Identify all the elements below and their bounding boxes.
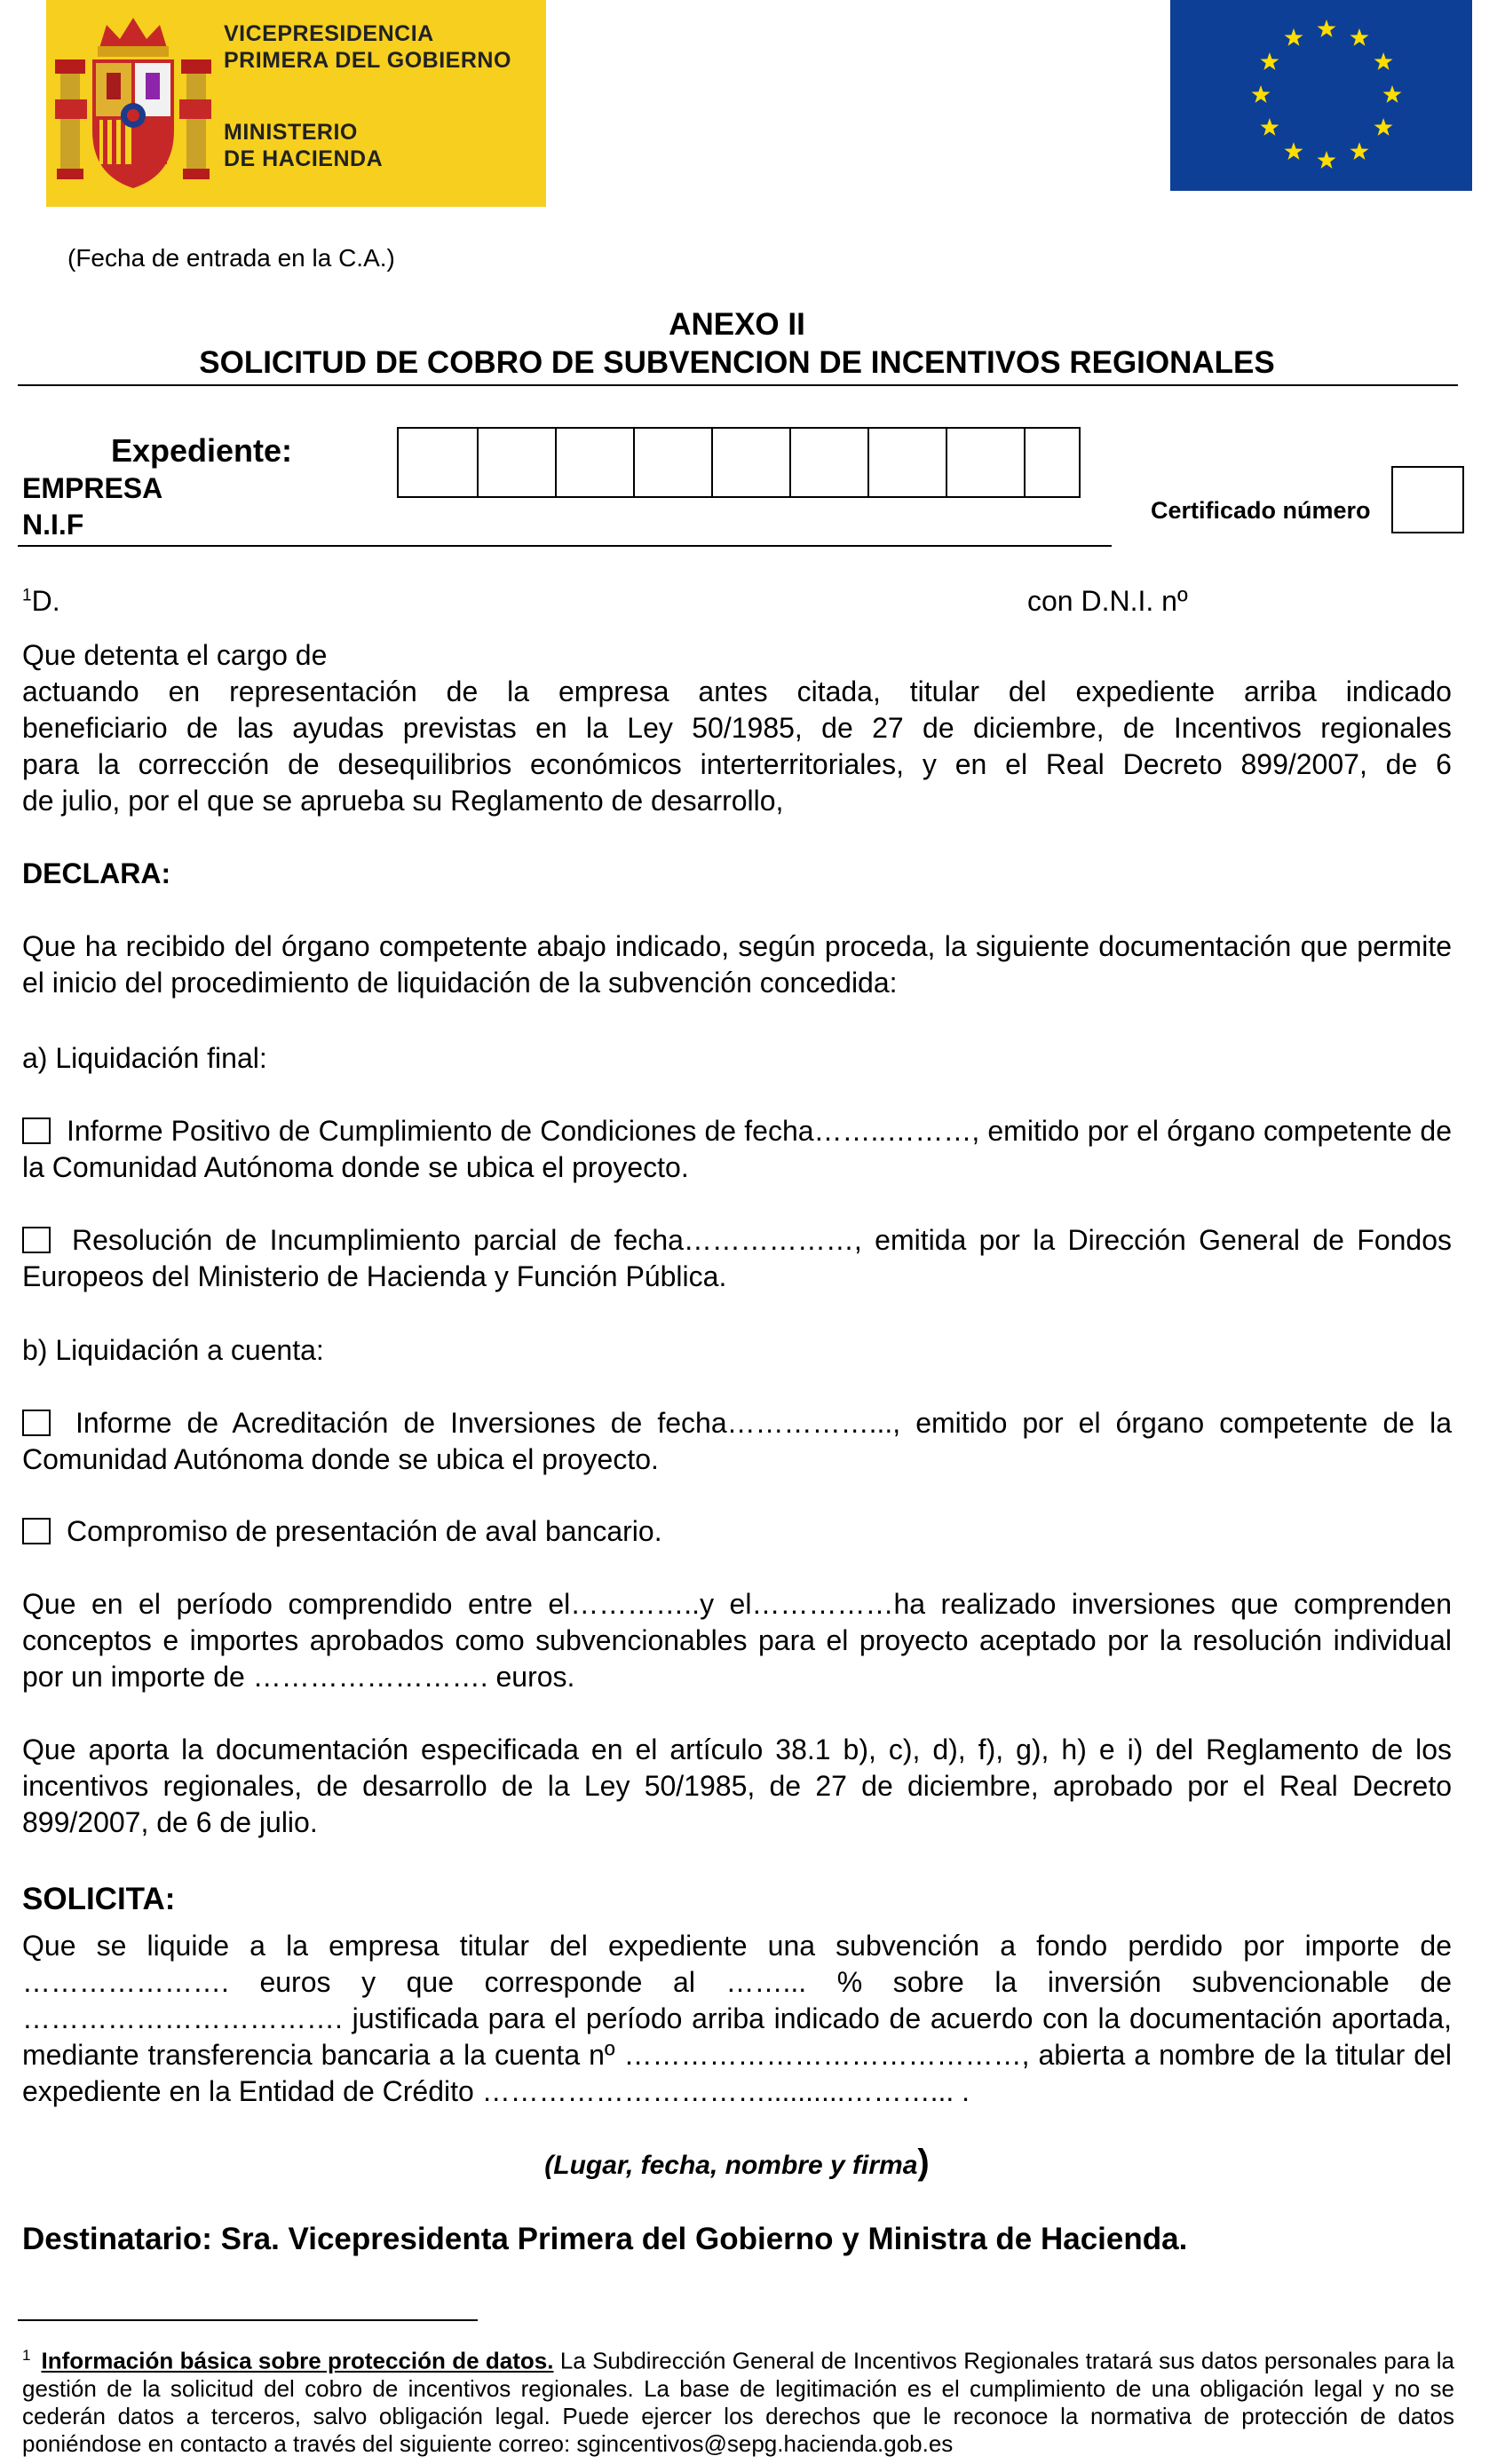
option-aval [22, 1513, 662, 1550]
informe-acreditacion-checkbox[interactable] [22, 1410, 51, 1436]
intro-word: representación [229, 675, 417, 707]
intro-word: de [446, 675, 479, 707]
aval-text: Compromiso de presentación de aval bancario. [67, 1515, 662, 1547]
intro-word: de [186, 712, 218, 744]
declara-heading: DECLARA: [22, 857, 171, 889]
footnote-text: La Subdirección General de Incentivos Regionales tratará sus datos personales para la gestión de la solicitud del cobro de incentivos regionales. La base de legitimación es el cumplimiento de una obligación legal y no se cederán datos a terceros, salvo obligación legal. Puede ejercer los derechos que le reconoce la normativa de protección de datos poniéndose en contacto a través del siguiente correo: sgincentivos@sepg.hacienda.gob.es [22, 2347, 1454, 2457]
signature-label: (Lugar, fecha, nombre y firma [544, 2151, 918, 2180]
certificado-input-box[interactable] [1391, 466, 1464, 533]
aporta-paragraph: Que aporta la documentación especificada en el artículo 38.1 b), c), d), f), g), h) e i) del Reglamento de los incentivos regionales, de desarrollo de la Ley 50/1985, de 27 de diciembre, aprobado por el Real Decreto 899/2007, de 6 de julio. [22, 1733, 1452, 1838]
eu-star-icon [1350, 28, 1369, 46]
entry-date-label: (Fecha de entrada en la C.A.) [67, 244, 395, 272]
signature-paren: ) [917, 2143, 930, 2182]
intro-word: 899/2007, [1240, 748, 1367, 780]
empresa-divider [18, 545, 1112, 547]
expediente-cell-divider [946, 429, 947, 496]
footnote [22, 2342, 1454, 2458]
nif-label: N.I.F [22, 509, 84, 541]
resolucion-text: Resolución de Incumplimiento parcial de fecha………………, emitida por la Dirección General de Fondos Europeos del Ministerio de Hacienda y Función Pública. [22, 1224, 1452, 1292]
footnote-reference: 1 [22, 586, 32, 605]
logo-text-line: DE HACIENDA [224, 146, 384, 171]
eu-star-icon [1285, 28, 1303, 46]
intro-word: la [586, 712, 608, 744]
eu-star-icon [1318, 151, 1336, 169]
intro-word: la [97, 748, 120, 780]
expediente-cell-divider [633, 429, 635, 496]
intro-word: las [236, 712, 273, 744]
signature-line [0, 2144, 1474, 2184]
coat-of-arms-icon [53, 11, 213, 197]
intro-word: antes [698, 675, 768, 707]
aval-checkbox[interactable] [22, 1518, 51, 1544]
logo-text-line: PRIMERA DEL GOBIERNO [224, 48, 511, 73]
eu-star-icon [1252, 85, 1271, 103]
intro-word: indicado [1345, 675, 1452, 707]
option-resolucion [22, 1222, 1452, 1295]
intro-word: actuando [22, 675, 139, 707]
intro-word: previstas [402, 712, 517, 744]
form-title: SOLICITUD DE COBRO DE SUBVENCION DE INCENTIVOS REGIONALES [199, 345, 1275, 380]
resolucion-checkbox[interactable] [22, 1227, 51, 1253]
intro-word: 50/1985, [692, 712, 803, 744]
intro-word: ayudas [292, 712, 384, 744]
eu-star-icon [1374, 52, 1393, 70]
government-logo [46, 0, 546, 207]
intro-word: corrección [138, 748, 270, 780]
expediente-input-boxes[interactable] [397, 427, 1081, 498]
intro-word: de [923, 712, 954, 744]
intro-last-line: de julio, por el que se aprueba su Reglamento de desarrollo, [22, 785, 784, 817]
intro-word: expediente [1075, 675, 1216, 707]
intro-word: de [1122, 712, 1155, 744]
intro-word: de [1385, 748, 1418, 780]
eu-star-icon [1383, 85, 1402, 103]
footnote-title: Información básica sobre protección de datos. [41, 2347, 554, 2374]
solicita-heading: SOLICITA: [22, 1882, 176, 1916]
expediente-cell-divider [1024, 429, 1026, 496]
expediente-cell-divider [789, 429, 791, 496]
footnote-mark: 1 [22, 2347, 31, 2364]
intro-word: 6 [1436, 748, 1452, 780]
intro-word: del [1008, 675, 1047, 707]
informe-acreditacion-text: Informe de Acreditación de Inversiones de fecha……………..., emitido por el órgano competente de la Comunidad Autónoma donde se ubica el proyecto. [22, 1407, 1452, 1475]
eu-flag [1170, 0, 1472, 191]
eu-star-icon [1285, 142, 1303, 160]
intro-word: Real [1045, 748, 1105, 780]
intro-line [22, 746, 1452, 783]
expediente-cell-divider [711, 429, 713, 496]
solicita-paragraph: Que se liquide a la empresa titular del expediente una subvención a fondo perdido por importe de …………………. euros y que corresponde al ……... % sobre la inversión subvencionable de ……………………………. justificada para el período arriba indicado de acuerdo con la documentación aportada, mediante transferencia bancaria a la cuenta nº ……………………………………, abierta a nombre de la titular del expediente en la Entidad de Crédito …………………………..........………... . [22, 1930, 1452, 2107]
intro-line [22, 674, 1452, 710]
eu-star-icon [1374, 118, 1393, 136]
intro-word: desequilibrios [337, 748, 512, 780]
intro-word: de [288, 748, 320, 780]
empresa-label: EMPRESA [22, 472, 163, 504]
option-informe-acreditacion [22, 1405, 1452, 1478]
expediente-cell-divider [867, 429, 869, 496]
intro-word: en [535, 712, 567, 744]
intro-word: diciembre, [972, 712, 1105, 744]
intro-word: de [821, 712, 853, 744]
destinatario: Destinatario: Sra. Vicepresidenta Primera del Gobierno y Ministra de Hacienda. [22, 2222, 1188, 2256]
intro-word: y [922, 748, 937, 780]
logo-text-line: MINISTERIO [224, 120, 358, 145]
eu-stars-icon [1170, 0, 1472, 191]
intro-word: en [168, 675, 201, 707]
intro-word: beneficiario [22, 712, 168, 744]
intro-word: el [1005, 748, 1028, 780]
declara-text: Que ha recibido del órgano competente abajo indicado, según proceda, la siguiente documentación que permite el inicio del procedimiento de liquidación de la subvención concedida: [22, 930, 1452, 999]
informe-positivo-checkbox[interactable] [22, 1117, 51, 1144]
logo-text-line: VICEPRESIDENCIA [224, 21, 434, 46]
annex-title: ANEXO II [669, 307, 805, 342]
section-a-label: a) Liquidación final: [22, 1042, 267, 1074]
intro-word: Decreto [1122, 748, 1223, 780]
intro-word: empresa [558, 675, 669, 707]
expediente-label: Expediente: [111, 432, 293, 469]
intro-word: para [22, 748, 80, 780]
eu-star-icon [1261, 118, 1279, 136]
eu-star-icon [1318, 20, 1336, 37]
dni-label: con D.N.I. nº [1027, 585, 1188, 617]
intro-word: Incentivos [1173, 712, 1302, 744]
intro-word: arriba [1244, 675, 1317, 707]
intro-word: la [507, 675, 530, 707]
intro-paragraph [22, 674, 1452, 819]
periodo-paragraph: Que en el período comprendido entre el…………..y el……………ha realizado inversiones que comprenden conceptos e importes aprobados como subvencionables para el proyecto aceptado por la resolución individual por un importe de ……………………. euros. [22, 1588, 1452, 1693]
certificado-label: Certificado número [1151, 497, 1371, 524]
intro-word: 27 [872, 712, 904, 744]
expediente-cell-divider [555, 429, 557, 496]
intro-word: interterritoriales, [700, 748, 905, 780]
expediente-cell-divider [477, 429, 479, 496]
intro-word: citada, [796, 675, 881, 707]
cargo-label: Que detenta el cargo de [22, 639, 328, 671]
option-informe-positivo [22, 1113, 1452, 1186]
d-field [22, 583, 60, 620]
intro-line [22, 710, 1452, 746]
title-divider [18, 384, 1458, 386]
eu-star-icon [1350, 142, 1369, 160]
intro-word: Ley [627, 712, 673, 744]
intro-word: titular [909, 675, 980, 707]
section-b-label: b) Liquidación a cuenta: [22, 1334, 324, 1366]
d-label: D. [31, 585, 60, 617]
eu-star-icon [1261, 52, 1279, 70]
informe-positivo-text: Informe Positivo de Cumplimiento de Condiciones de fecha……..………, emitido por el órgano competente de la Comunidad Autónoma donde se ubica el proyecto. [22, 1115, 1452, 1183]
intro-word: en [954, 748, 987, 780]
intro-word: económicos [530, 748, 682, 780]
intro-word: regionales [1320, 712, 1452, 744]
footnote-divider [18, 2319, 478, 2321]
